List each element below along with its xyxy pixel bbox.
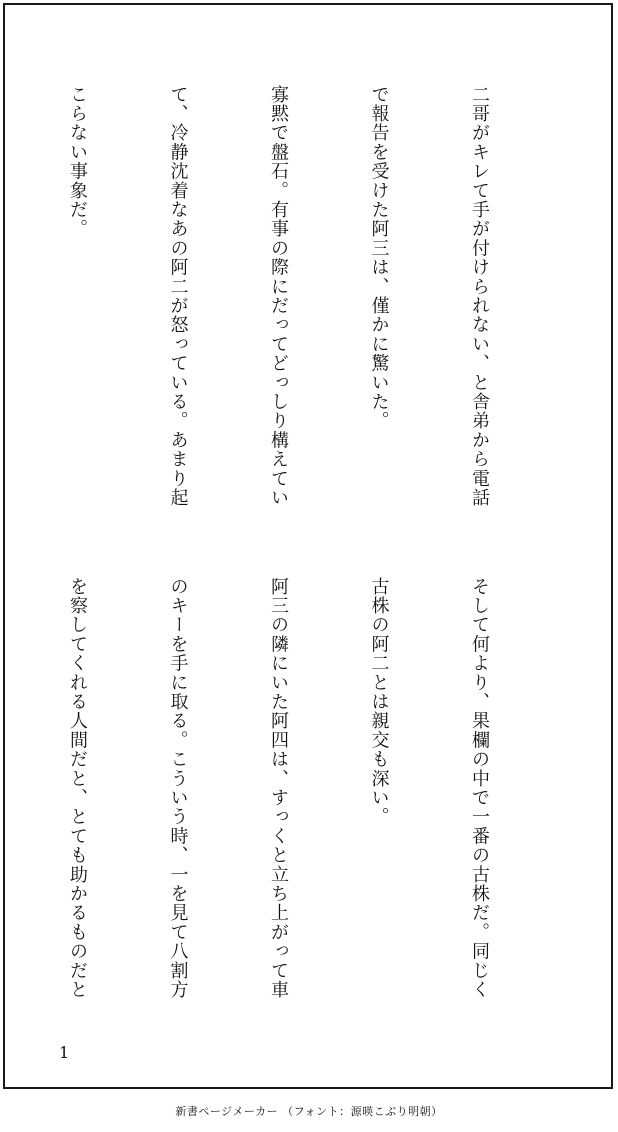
text-line: を察してくれる人間だと、とても助かるものだと [67, 577, 88, 1000]
text-line: 阿三の隣にいた阿四は、すっくと立ち上がって車 [268, 577, 289, 1000]
text-line: そして何より、果欄の中で一番の古株だ。同じく [469, 577, 490, 1000]
text-line: 古株の阿二とは親交も深い。 [368, 577, 390, 827]
lower-text-block [43, 577, 563, 1027]
text-line: で報告を受けた阿三は、僅かに驚いた。 [368, 85, 390, 431]
text-line: て、冷静沈着なあの阿二が怒っている。あまり起 [167, 85, 189, 508]
page-number: 1 [59, 1043, 70, 1062]
manuscript-page [3, 3, 613, 1089]
text-line: のキーを手に取る。こういう時、一を見て八割方 [167, 577, 189, 1000]
upper-text-block [43, 85, 563, 535]
text-line: 寡黙で盤石。有事の際にだってどっしり構えてい [268, 85, 289, 508]
footer-credit: 新書ページメーカー （フォント：源暎こぶり明朝） [175, 1105, 443, 1118]
text-line: こらない事象だ。 [67, 85, 88, 239]
text-line: 二哥がキレて手が付けられない、と舎弟から電話 [469, 85, 490, 508]
